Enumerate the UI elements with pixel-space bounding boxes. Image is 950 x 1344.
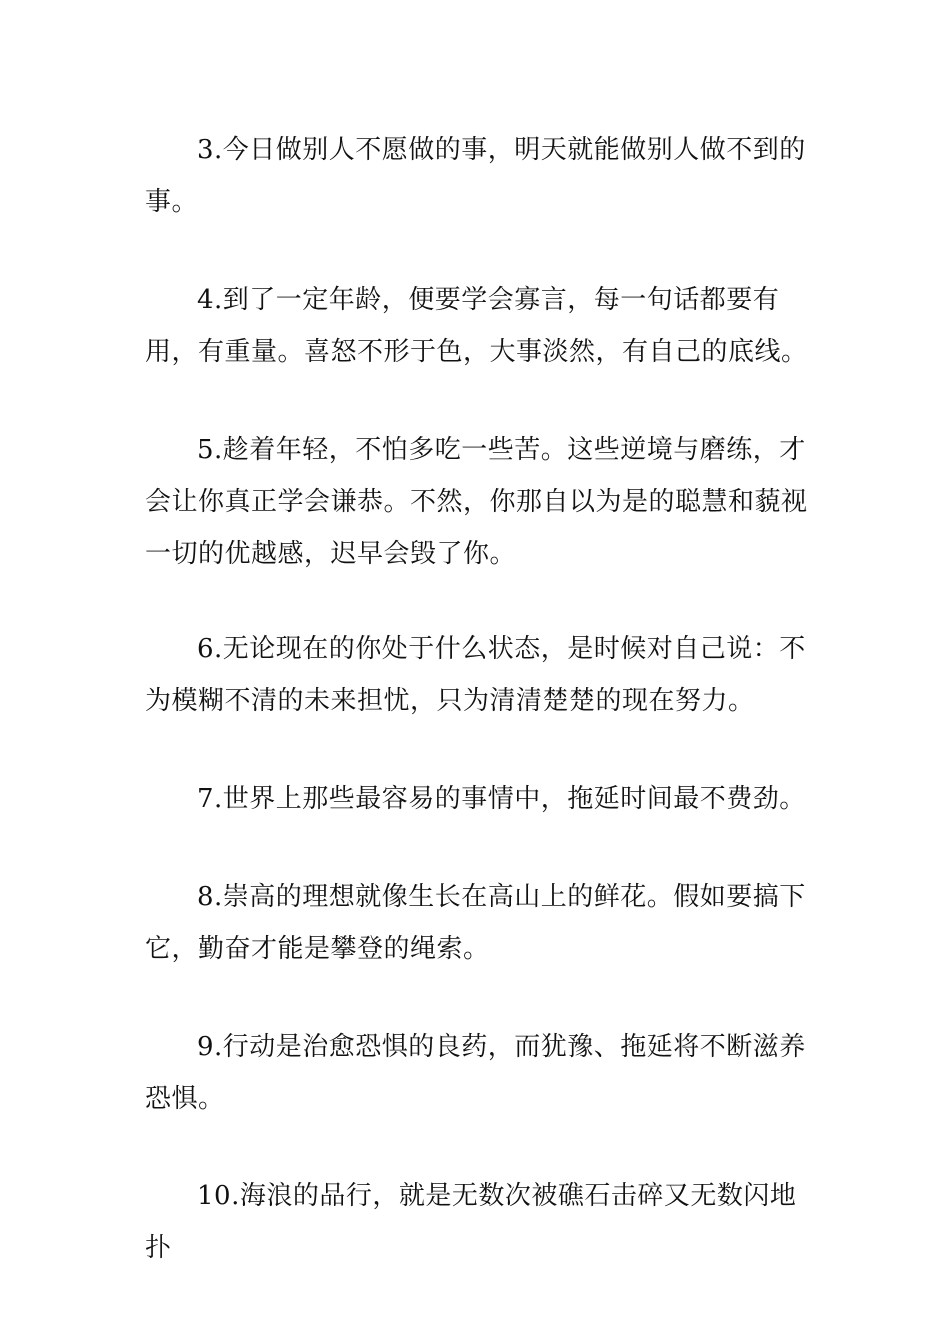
paragraph-7: 7.世界上那些最容易的事情中，拖延时间最不费劲。 bbox=[197, 784, 806, 814]
paragraph-6: 6.无论现在的你处于什么状态，是时候对自己说：不为模糊不清的未来担忧，只为清清楚楚的现在努力。 bbox=[145, 634, 806, 716]
paragraph-8: 8.崇高的理想就像生长在高山上的鲜花。假如要搞下它，勤奋才能是攀登的绳索。 bbox=[145, 882, 806, 964]
paragraph-4: 4.到了一定年龄，便要学会寡言，每一句话都要有用，有重量。喜怒不形于色，大事淡然，有自己的底线。 bbox=[145, 285, 808, 367]
paragraph-5: 5.趁着年轻，不怕多吃一些苦。这些逆境与磨练，才会让你真正学会谦恭。不然，你那自以为是的聪慧和藐视一切的优越感，迟早会毁了你。 bbox=[145, 435, 808, 569]
paragraph-3: 3.今日做别人不愿做的事，明天就能做别人做不到的事。 bbox=[145, 135, 806, 217]
paragraph-10: 10.海浪的品行，就是无数次被礁石击碎又无数闪地扑 bbox=[145, 1181, 797, 1263]
paragraph-9: 9.行动是治愈恐惧的良药，而犹豫、拖延将不断滋养恐惧。 bbox=[145, 1032, 806, 1114]
